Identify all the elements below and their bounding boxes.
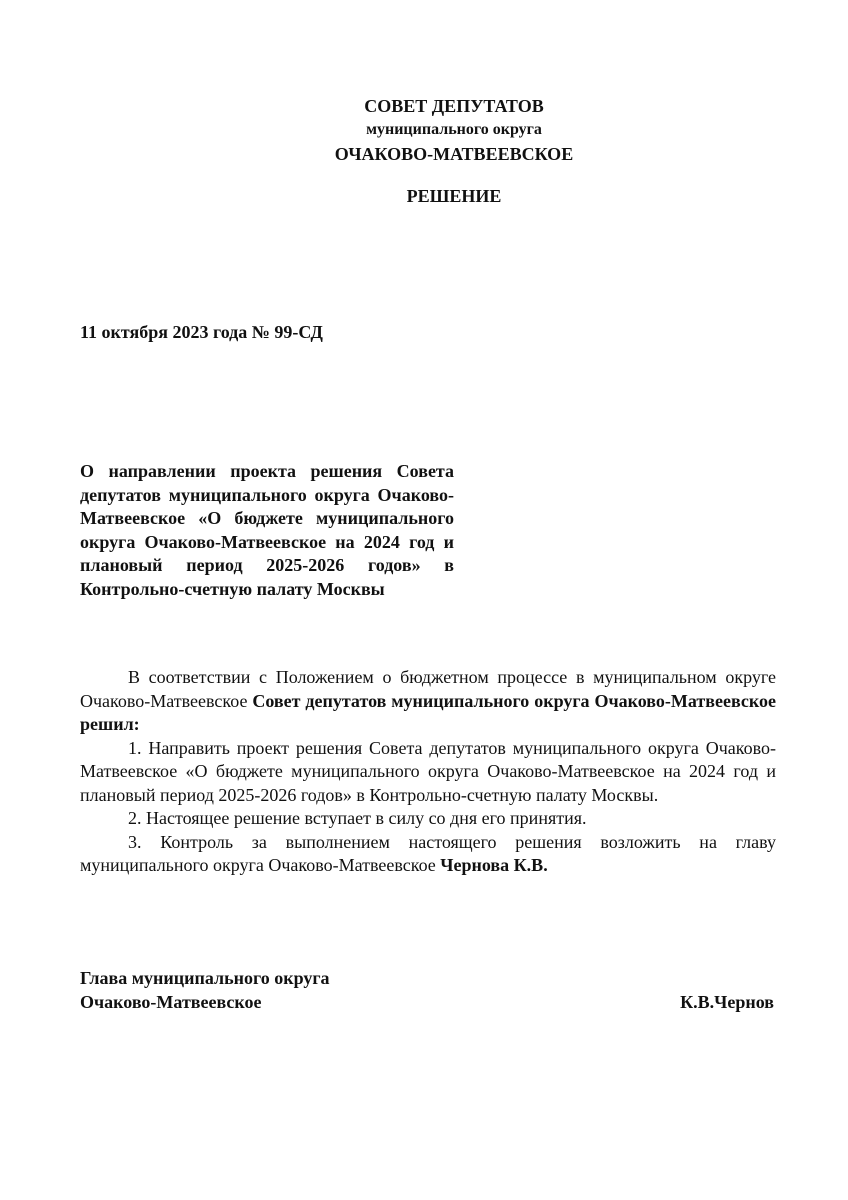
item-1: 1. Направить проект решения Совета депутатов муниципального округа Очаково-Матвеевское «О бюджете муниципального округа Очаково-Матвеевское на 2024 год и плановый период 2025-2026 годов» в Контрольно-счетную палату Москвы. <box>80 737 776 805</box>
council-title: СОВЕТ ДЕПУТАТОВ <box>364 96 544 116</box>
preamble-text: В соответствии с Положением о бюджетном процессе в муниципальном округе Очаково-Матвеевское <box>80 667 776 711</box>
preamble-bold-text: Совет депутатов муниципального округа Очаково-Матвеевское решил: <box>80 690 776 734</box>
municipality-name: ОЧАКОВО-МАТВЕЕВСКОЕ <box>334 144 574 164</box>
signature-title-line1: Глава муниципального округа <box>80 968 330 988</box>
signatory-name: К.В.Чернов <box>680 992 774 1012</box>
item-3-text: 3. Контроль за выполнением настоящего решения возложить на главу муниципального округа Очаково-Матвеевское <box>80 831 776 875</box>
decision-subject: О направлении проекта решения Совета депутатов муниципального округа Очаково-Матвеевское «О бюджете муниципального округа Очаково-Матвеевское на 2024 год и плановый период 2025-2026 годов» в Контрольно-счетную палату Москвы <box>80 461 454 599</box>
document-type: РЕШЕНИЕ <box>406 186 502 206</box>
document-header <box>60 94 848 166</box>
signature-title-line2: Очаково-Матвеевское <box>80 992 262 1012</box>
date-and-number: 11 октября 2023 года № 99-СД <box>80 322 323 342</box>
preamble-paragraph <box>80 666 776 737</box>
decision-body <box>80 666 776 878</box>
item-2: 2. Настоящее решение вступает в силу со дня его принятия. <box>128 808 587 828</box>
item-3 <box>80 831 776 878</box>
signature-block <box>80 966 774 1014</box>
signature-row <box>80 990 774 1014</box>
item-3-bold-name: Чернова К.В. <box>440 855 548 875</box>
council-subtitle: муниципального округа <box>366 121 542 138</box>
